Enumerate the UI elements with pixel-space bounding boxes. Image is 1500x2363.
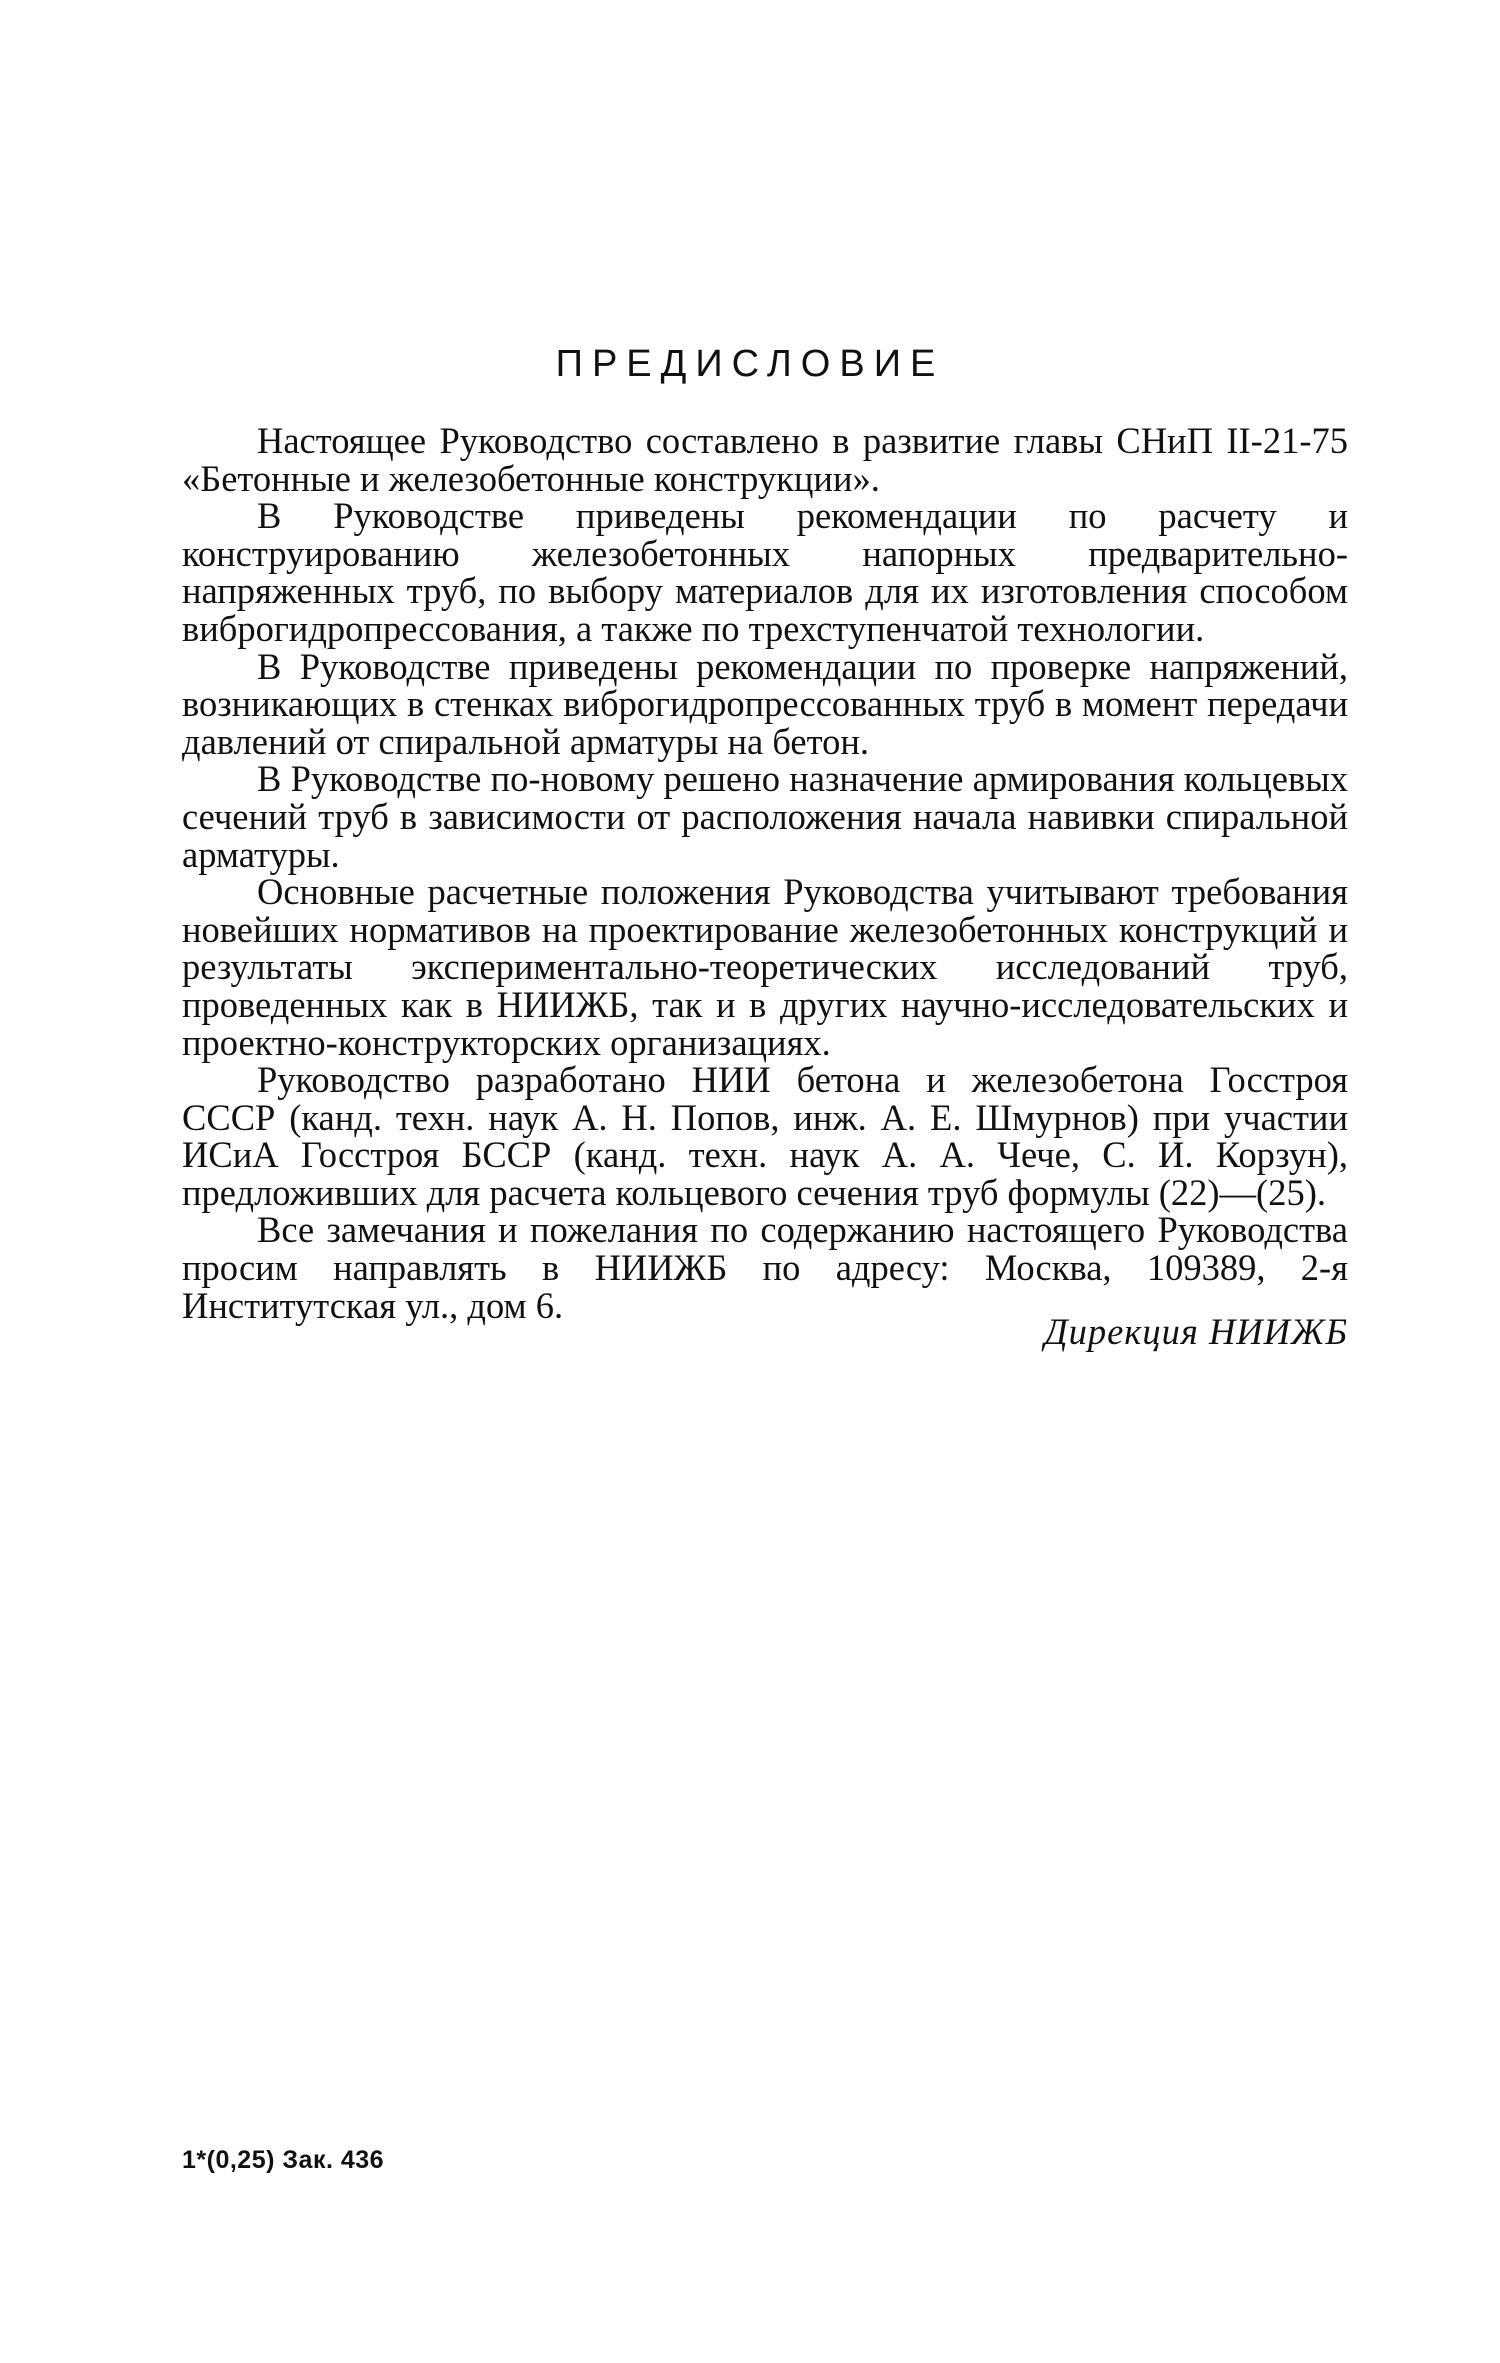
paragraph: В Руководстве приведены рекомендации по проверке напряжений, возникающих в стенках виброгидропрессованных труб в момент передачи давлений от спиральной арматуры на бетон. [182, 645, 1348, 762]
paragraph: Все замечания и пожелания по содержанию настоящего Руководства просим направлять в НИИЖБ по адресу: Москва, 109389, 2-я Институтская ул., дом 6. [182, 1209, 1348, 1326]
paragraph: Руководство разработано НИИ бетона и железобетона Госстроя СССР (канд. техн. наук А. Н. Попов, инж. А. Е. Шмурнов) при участии ИСиА Госстроя БССР (канд. техн. наук А. А. Чече, С. И. Корзун), предложивших для расчета кольцевого сечения труб формулы (22)—(25). [182, 1059, 1348, 1213]
preface-body [182, 422, 1348, 1324]
page-title: ПРЕДИСЛОВИЕ [555, 343, 945, 385]
signature: Дирекция НИИЖБ [1044, 1311, 1348, 1352]
paragraph: В Руководстве по-новому решено назначение армирования кольцевых сечений труб в зависимости от расположения начала навивки спиральной арматуры. [182, 758, 1348, 875]
paragraph: Основные расчетные положения Руководства учитывают требования новейших нормативов на проектирование железобетонных конструкций и результаты экспериментально-теоретических исследований труб, проведенных как в НИИЖБ, так и в других научно-исследовательских и проектно-конструкторских организациях. [182, 871, 1348, 1063]
print-order-footer: 1*(0,25) Зак. 436 [182, 2146, 385, 2174]
paragraph: Настоящее Руководство составлено в развитие главы СНиП II-21-75 «Бетонные и железобетонные конструкции». [182, 420, 1348, 499]
paragraph: В Руководстве приведены рекомендации по расчету и конструированию железобетонных напорных предварительно-напряженных труб, по выбору материалов для их изготовления способом виброгидропрессования, а также по трехступенчатой технологии. [182, 495, 1348, 649]
